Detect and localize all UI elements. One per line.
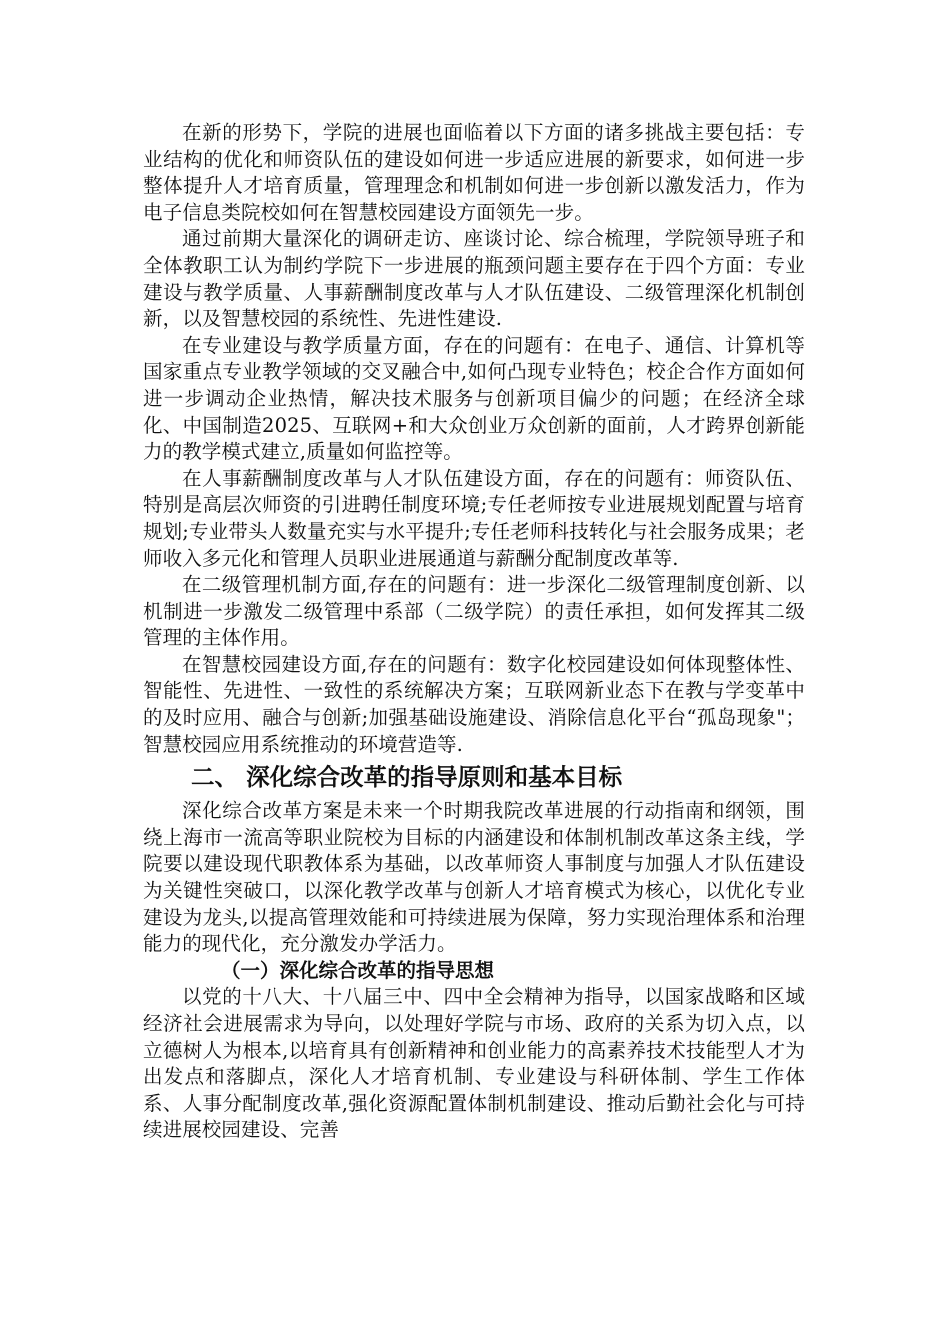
paragraph-personnel-reform: 在人事薪酬制度改革与人才队伍建设方面，存在的问题有：师资队伍、特别是高层次师资的引进聘任制度环境;专任老师按专业进展规划配置与培育规划;专业带头人数量充实与水平提升;专任老师科技转化与社会服务成果；老师收入多元化和管理人员职业进展通道与薪酬分配制度改革等. [143, 466, 805, 570]
paragraph-guiding-ideology: 以党的十八大、十八届三中、四中全会精神为指导，以国家战略和区域经济社会进展需求为导向，以处理好学院与市场、政府的关系为切入点，以立德树人为根本,以培育具有创新精神和创业能力的高素养技术技能型人才为出发点和落脚点，深化人才培育机制、专业建设与科研体制、学生工作体系、人事分配制度改革,强化资源配置体制机制建设、推动后勤社会化与可持续进展校园建设、完善 [143, 985, 805, 1142]
paragraph-smart-campus: 在智慧校园建设方面,存在的问题有：数字化校园建设如何体现整体性、智能性、先进性、一致性的系统解决方案；互联网新业态下在教与学变革中的及时应用、融合与创新;加强基础设施建设、消除信息化平台“孤岛现象"；智慧校园应用系统推动的环境营造等. [143, 652, 805, 756]
paragraph-reform-plan: 深化综合改革方案是未来一个时期我院改革进展的行动指南和纲领，围绕上海市一流高等职业院校为目标的内涵建设和体制机制改革这条主线，学院要以建设现代职教体系为基础，以改革师资人事制度与加强人才队伍建设为关键性突破口，以深化教学改革与创新人才培育模式为核心，以优化专业建设为龙头,以提高管理效能和可持续进展为保障，努力实现治理体系和治理能力的现代化，充分激发办学活力。 [143, 799, 805, 956]
document-page [143, 120, 805, 1144]
paragraph-teaching-quality: 在专业建设与教学质量方面，存在的问题有：在电子、通信、计算机等国家重点专业教学领域的交叉融合中,如何凸现专业特色；校企合作方面如何进一步调动企业热情，解决技术服务与创新项目偏少的问题；在经济全球化、中国制造2025、互联网+和大众创业万众创新的面前，人才跨界创新能力的教学模式建立,质量如何监控等。 [143, 333, 805, 464]
paragraph-challenges: 在新的形势下，学院的进展也面临着以下方面的诸多挑战主要包括：专业结构的优化和师资队伍的建设如何进一步适应进展的新要求，如何进一步整体提升人才培育质量，管理理念和机制如何进一步创新以激发活力，作为电子信息类院校如何在智慧校园建设方面领先一步。 [143, 121, 805, 224]
paragraph-bottleneck-issues: 通过前期大量深化的调研走访、座谈讨论、综合梳理，学院领导班子和全体教职工认为制约学院下一步进展的瓶颈问题主要存在于四个方面：专业建设与教学质量、人事薪酬制度改革与人才队伍建设、二级管理深化机制创新，以及智慧校园的系统性、先进性建设. [143, 227, 805, 331]
subsection-heading-guiding-ideology: （一）深化综合改革的指导思想 [221, 958, 495, 982]
section-heading-principles: 二、 深化综合改革的指导原则和基本目标 [191, 763, 623, 792]
paragraph-secondary-management: 在二级管理机制方面,存在的问题有：进一步深化二级管理制度创新、以机制进一步激发二级管理中系部（二级学院）的责任承担，如何发挥其二级管理的主体作用。 [143, 573, 805, 650]
